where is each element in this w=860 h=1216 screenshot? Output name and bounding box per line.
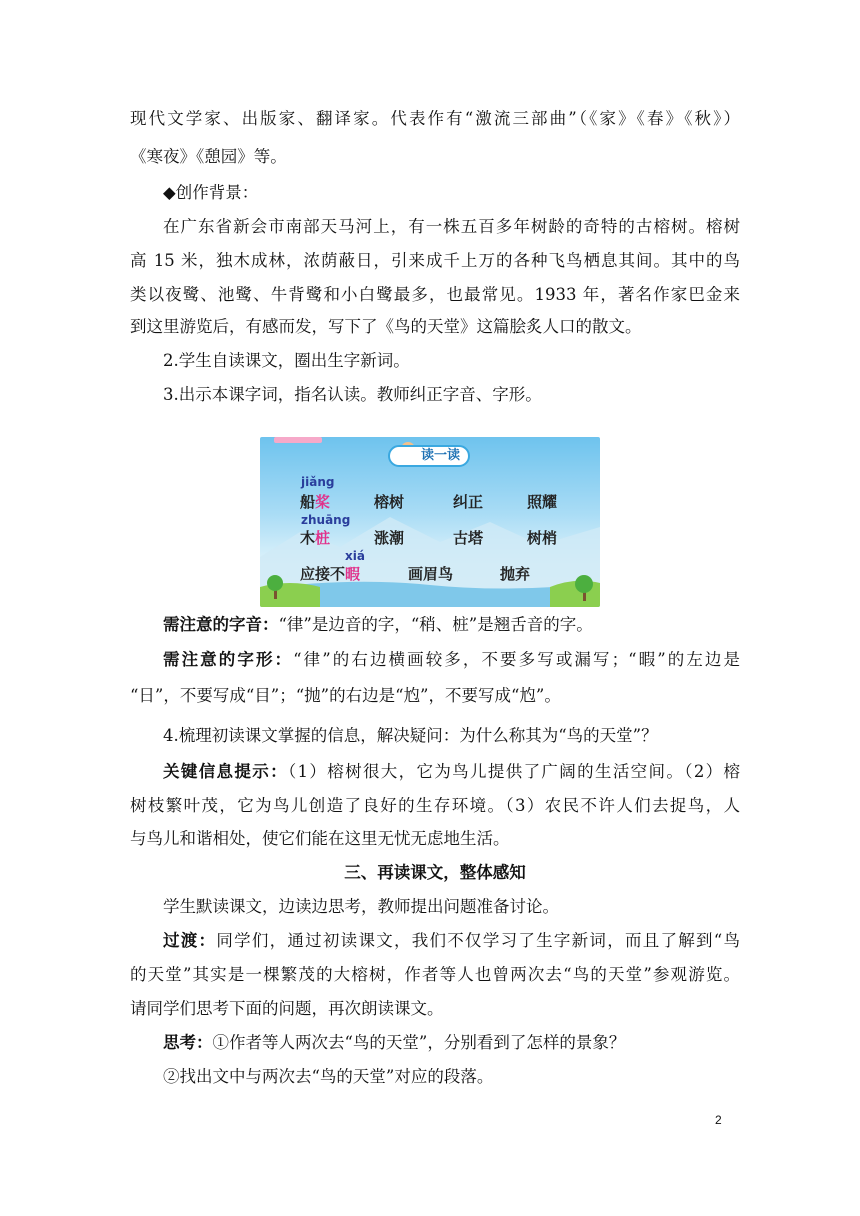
think-label: 思考： [163,1033,213,1052]
highlighted-character: 桨 [315,493,331,511]
vocab-word: 树梢 [527,529,558,547]
highlighted-character: 暇 [345,565,361,583]
note-shape: 需注意的字形：“律”的右边横画较多，不要多写或漏写；“暇”的左边是 [163,650,740,669]
key-info-label: 关键信息提示： [163,762,288,781]
step-4: 4.梳理初读课文掌握的信息，解决疑问：为什么称其为“鸟的天堂”？ [163,726,658,745]
step-3: 3.出示本课字词，指名认读。教师纠正字音、字形。 [163,385,542,404]
vocabulary-slide [260,437,600,607]
pinyin-label: zhuāng [301,513,351,527]
vocab-word: 画眉鸟 [408,565,454,583]
vocab-word: 应接不暇 [300,565,361,583]
pinyin-label: xiá [345,549,365,563]
paragraph-line: 《寒夜》《憩园》等。 [130,147,287,166]
paragraph-line: 请同学们思考下面的问题，再次朗读课文。 [130,999,444,1018]
paragraph-line: 高 15 米，独木成林，浓荫蔽日，引来成千上万的各种飞鸟栖息其间。其中的鸟 [130,251,740,270]
vocab-word: 抛弃 [500,565,531,583]
paragraph-line: 到这里游览后，有感而发，写下了《鸟的天堂》这篇脍炙人口的散文。 [130,317,642,336]
vocab-word: 船桨 [300,493,331,511]
key-info: 关键信息提示：（1）榕树很大，它为鸟儿提供了广阔的生活空间。（2）榕 [163,762,741,781]
transition: 过渡：同学们，通过初读课文，我们不仅学习了生字新词，而且了解到“鸟 [163,931,741,950]
paragraph-line: 学生默读课文，边读边思考，教师提出问题准备讨论。 [163,897,559,916]
read-along-tag: 读一读 [388,445,470,467]
page-number: 2 [715,1113,722,1127]
highlighted-character: 桩 [315,529,331,547]
step-2: 2.学生自读课文，圈出生字新词。 [163,351,410,370]
vocab-word: 古塔 [453,529,484,547]
section-label-background: ◆创作背景： [163,183,259,202]
vocab-word: 榕树 [374,493,405,511]
note-sound: 需注意的字音：“律”是边音的字，“稍、桩”是翘舌音的字。 [163,615,593,634]
think-question: 思考：①作者等人两次去“鸟的天堂”，分别看到了怎样的景象？ [163,1033,626,1052]
paragraph-line: 现代文学家、出版家、翻译家。代表作有“激流三部曲”（《家》《春》《秋》） [130,109,740,128]
think-question-2: ②找出文中与两次去“鸟的天堂”对应的段落。 [163,1067,494,1086]
paragraph-line: 树枝繁叶茂，它为鸟儿创造了良好的生存环境。（3）农民不许人们去捉鸟，人 [130,796,740,815]
paragraph-line: “日”，不要写成“目”；“抛”的右边是“尥”，不要写成“尥”。 [130,686,561,705]
section-heading: 三、再读课文，整体感知 [344,863,526,882]
paragraph-line: 类以夜鹭、池鹭、牛背鹭和小白鹭最多，也最常见。1933 年，著名作家巴金来 [130,285,740,304]
note-label: 需注意的字音： [163,615,279,634]
vocab-word: 纠正 [453,493,484,511]
transition-label: 过渡： [163,931,217,950]
note-label: 需注意的字形： [163,650,294,669]
vocab-word: 涨潮 [374,529,405,547]
pinyin-label: jiǎng [301,475,335,489]
paragraph-line: 与鸟儿和谐相处，使它们能在这里无忧无虑地生活。 [130,829,510,848]
paragraph-line: 的天堂”其实是一棵繁茂的大榕树，作者等人也曾两次去“鸟的天堂”参观游览。 [130,965,740,984]
paragraph-line: 在广东省新会市南部天马河上，有一株五百多年树龄的奇特的古榕树。榕树 [163,217,740,236]
vocab-word: 照耀 [527,493,558,511]
vocab-word: 木桩 [300,529,331,547]
